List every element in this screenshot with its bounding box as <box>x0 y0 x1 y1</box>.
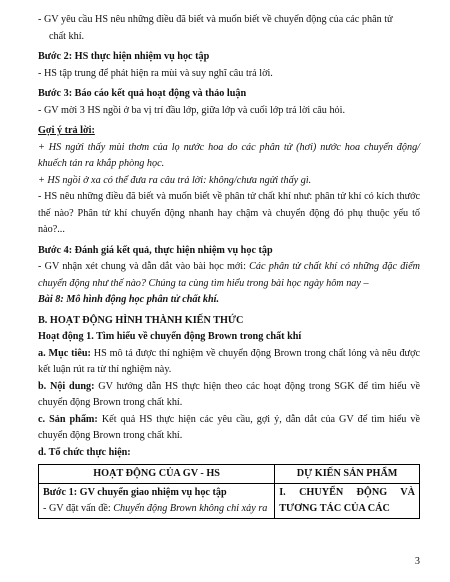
table-step-1-text <box>43 501 270 517</box>
page-number: 3 <box>414 556 420 567</box>
hint-3: - HS nêu những điều đã biết và muốn biết về phân tử chất khí như: phân tử khí có kích thước thế nào? Phân tử khí chuyển động nhanh hay chậm và chuyển động đó phụ thuộc yếu tố nào?... <box>38 191 420 235</box>
objective <box>38 346 420 379</box>
step-4-title: Bước 4: Đánh giá kết quả, thực hiện nhiệm vụ học tập <box>38 244 273 256</box>
paragraph: chất khí. <box>49 30 85 42</box>
table-header-row <box>39 465 420 484</box>
table-text-italic: Chuyển động Brown không chỉ xảy ra <box>113 503 268 514</box>
table-row <box>39 484 420 519</box>
table-header-activities: HOẠT ĐỘNG CỦA GV - HS <box>39 465 275 484</box>
content-label: b. Nội dung: <box>38 380 95 392</box>
table-text-normal: - GV đặt vấn đề: <box>43 503 114 514</box>
content-text: GV hướng dẫn HS thực hiện theo các hoạt động trong SGK để tìm hiểu về chuyển động Brown trong chất khí. <box>38 380 420 408</box>
product-label: c. Sản phẩm: <box>38 413 98 425</box>
table-cell-product: I. CHUYỂN ĐỘNG VÀ TƯƠNG TÁC CỦA CÁC <box>275 484 420 519</box>
organization-label: d. Tổ chức thực hiện: <box>38 446 131 458</box>
objective-text: HS mô tả được thí nghiệm về chuyển động Brown trong chất lỏng và nêu được kết luận rút ra từ thí nghiệm này. <box>38 347 420 375</box>
table-step-1-title: Bước 1: GV chuyển giao nhiệm vụ học tập <box>43 487 227 498</box>
step-3-title: Bước 3: Báo cáo kết quả hoạt động và thảo luận <box>38 88 247 99</box>
table-cell-activity <box>39 484 275 519</box>
section-b-heading: B. HOẠT ĐỘNG HÌNH THÀNH KIẾN THỨC <box>38 314 244 326</box>
hint-title: Gợi ý trả lời: <box>38 125 95 136</box>
product-text: Kết quả HS thực hiện các yêu cầu, gợi ý, dẫn dắt của GV để tìm hiểu về chuyển động Brown trong chất khí. <box>38 413 420 441</box>
objective-label: a. Mục tiêu: <box>38 347 91 359</box>
step-2-title: Bước 2: HS thực hiện nhiệm vụ học tập <box>38 51 210 62</box>
table-header-products: DỰ KIẾN SẢN PHẨM <box>275 465 420 484</box>
hint-1: + HS ngửi thấy mùi thơm của lọ nước hoa do các phân tử (hơi) nước hoa chuyển động/ khuếch tán ra khắp phòng học. <box>38 141 420 169</box>
hint-2: + HS ngồi ở xa có thể đưa ra câu trả lời: không/chưa ngửi thấy gì. <box>38 174 312 186</box>
text-line <box>38 12 420 45</box>
document-page <box>38 0 420 519</box>
step-4-text-normal: - GV nhận xét chung và dẫn dắt vào bài học mới: <box>38 261 250 272</box>
step-4-text-italic: Các phân tử chất khí có những đặc điểm chuyển động như thế nào? Chúng ta cùng tìm hiểu trong bài học ngày hôm nay – <box>38 261 420 289</box>
step-3-text: - GV mời 3 HS ngồi ở ba vị trí đầu lớp, giữa lớp và cuối lớp trả lời câu hỏi. <box>38 104 346 116</box>
step-2-text: - HS tập trung để phát hiện ra mùi và suy nghĩ câu trả lời. <box>38 67 273 79</box>
step-4-text <box>38 259 420 292</box>
product <box>38 412 420 445</box>
lesson-title: Bài 8: Mô hình động học phân tử chất khí. <box>38 294 220 305</box>
paragraph: - GV yêu cầu HS nêu những điều đã biết và muốn biết về chuyển động của các phân tử <box>38 14 393 25</box>
activity-1-heading: Hoạt động 1. Tìm hiểu về chuyển động Brown trong chất khí <box>38 331 302 342</box>
activity-table <box>38 464 420 519</box>
content <box>38 379 420 412</box>
